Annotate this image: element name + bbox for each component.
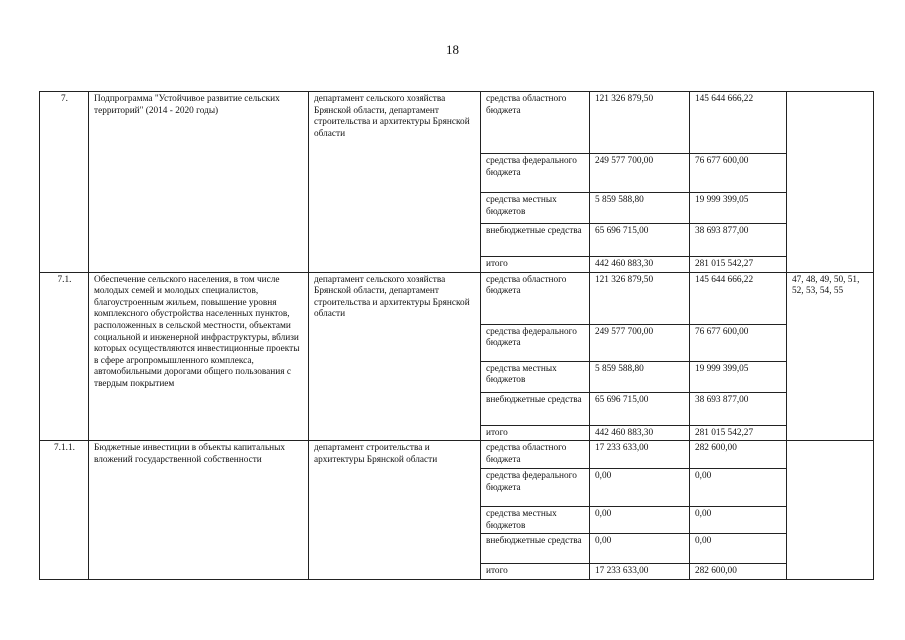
funding-source: внебюджетные средства (481, 534, 590, 564)
funding-source: итого (481, 564, 590, 580)
section-number: 7.1.1. (40, 441, 89, 580)
amount-1: 442 460 883,30 (590, 425, 690, 441)
section-title: Обеспечение сельского населения, в том числе молодых семей и молодых специалистов, благоустроенным жильем, повышение уровня комплексного обустройства населенных пунктов, расположенных в сельской местности, объектами социальной и инженерной инфраструктуры, вблизи которых осуществляются инвестиционные проекты в сфере агропромышленного комплекса, автомобильными дорогами общего пользования с твердым покрытием (89, 272, 309, 441)
amount-2: 76 677 600,00 (690, 324, 787, 361)
section-executor: департамент строительства и архитектуры Брянской области (309, 441, 481, 580)
funding-source: средства местных бюджетов (481, 193, 590, 224)
amount-1: 121 326 879,50 (590, 92, 690, 154)
table-row (40, 272, 874, 324)
amount-2: 0,00 (690, 469, 787, 507)
target-indicators (787, 441, 874, 580)
funding-source: итого (481, 425, 590, 441)
funding-source: средства федерального бюджета (481, 469, 590, 507)
amount-1: 5 859 588,80 (590, 193, 690, 224)
funding-source: внебюджетные средства (481, 224, 590, 257)
section-title: Подпрограмма "Устойчивое развитие сельских территорий" (2014 - 2020 годы) (89, 92, 309, 273)
funding-source: средства областного бюджета (481, 272, 590, 324)
amount-1: 0,00 (590, 534, 690, 564)
amount-1: 5 859 588,80 (590, 361, 690, 392)
amount-1: 17 233 633,00 (590, 564, 690, 580)
amount-1: 65 696 715,00 (590, 224, 690, 257)
amount-1: 0,00 (590, 507, 690, 534)
amount-2: 76 677 600,00 (690, 154, 787, 193)
section-number: 7.1. (40, 272, 89, 441)
amount-2: 0,00 (690, 534, 787, 564)
funding-source: средства местных бюджетов (481, 507, 590, 534)
amount-1: 249 577 700,00 (590, 154, 690, 193)
funding-source: средства областного бюджета (481, 92, 590, 154)
target-indicators: 47, 48, 49, 50, 51, 52, 53, 54, 55 (787, 272, 874, 441)
funding-source: средства федерального бюджета (481, 324, 590, 361)
amount-2: 145 644 666,22 (690, 92, 787, 154)
section-executor: департамент сельского хозяйства Брянской области, департамент строительства и архитектуры Брянской области (309, 92, 481, 273)
amount-2: 19 999 399,05 (690, 193, 787, 224)
funding-source: итого (481, 257, 590, 273)
budget-table (39, 91, 874, 580)
funding-source: средства местных бюджетов (481, 361, 590, 392)
amount-2: 0,00 (690, 507, 787, 534)
amount-2: 38 693 877,00 (690, 392, 787, 425)
section-number: 7. (40, 92, 89, 273)
amount-2: 38 693 877,00 (690, 224, 787, 257)
funding-source: внебюджетные средства (481, 392, 590, 425)
amount-2: 281 015 542,27 (690, 257, 787, 273)
funding-source: средства областного бюджета (481, 441, 590, 469)
amount-1: 65 696 715,00 (590, 392, 690, 425)
amount-2: 19 999 399,05 (690, 361, 787, 392)
amount-1: 0,00 (590, 469, 690, 507)
amount-1: 121 326 879,50 (590, 272, 690, 324)
funding-source: средства федерального бюджета (481, 154, 590, 193)
amount-1: 249 577 700,00 (590, 324, 690, 361)
target-indicators (787, 92, 874, 273)
section-title: Бюджетные инвестиции в объекты капитальных вложений государственной собственности (89, 441, 309, 580)
table-row (40, 441, 874, 469)
amount-2: 145 644 666,22 (690, 272, 787, 324)
table-row (40, 92, 874, 154)
amount-1: 442 460 883,30 (590, 257, 690, 273)
section-executor: департамент сельского хозяйства Брянской области, департамент строительства и архитектуры Брянской области (309, 272, 481, 441)
page-number: 18 (446, 42, 459, 57)
amount-2: 282 600,00 (690, 564, 787, 580)
amount-2: 281 015 542,27 (690, 425, 787, 441)
amount-2: 282 600,00 (690, 441, 787, 469)
amount-1: 17 233 633,00 (590, 441, 690, 469)
